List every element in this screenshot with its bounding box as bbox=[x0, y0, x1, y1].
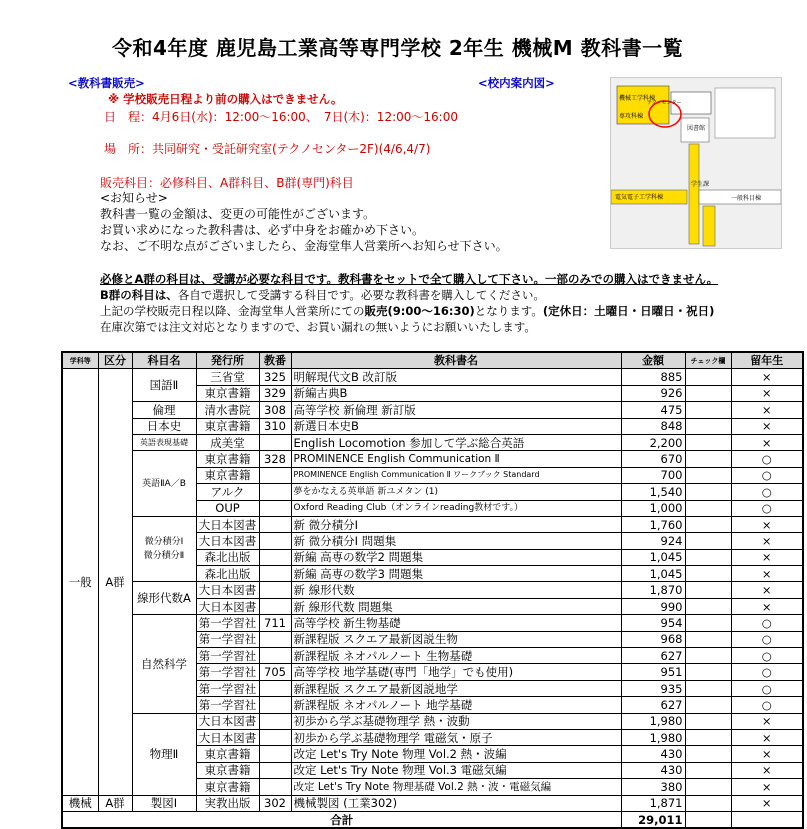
num-cell: 705 bbox=[259, 664, 291, 680]
book-cell: 新選日本史B bbox=[291, 418, 621, 434]
total-label: 合計 bbox=[62, 811, 621, 828]
group-cell: A群 bbox=[98, 795, 132, 811]
price-cell: 1,045 bbox=[621, 549, 685, 565]
book-cell: 夢をかなえる英単語 新ユメタン (1) bbox=[291, 484, 621, 500]
num-cell bbox=[259, 549, 291, 565]
map-heading: <校内案内図> bbox=[478, 76, 555, 90]
table-row bbox=[62, 713, 803, 729]
header-repeat: 留年生 bbox=[731, 352, 803, 369]
header-group: 区分 bbox=[98, 352, 132, 369]
sale-subjects: 販売科目：必修科目、A群科目、B群(専門)科目 bbox=[100, 176, 354, 190]
place-value: 共同研究・受託研究室(テクノセンター2F)(4/6,4/7) bbox=[152, 142, 431, 156]
subject-eigo: 英語ⅡA／B bbox=[132, 451, 196, 517]
dept-cell: 一般 bbox=[62, 369, 98, 795]
map-label-senko: 専攻科棟 bbox=[619, 113, 644, 120]
repeat-cell: × bbox=[731, 533, 803, 549]
num-cell bbox=[259, 746, 291, 762]
book-cell: English Locomotion 参加して学ぶ総合英語 bbox=[291, 434, 621, 450]
table-row bbox=[62, 516, 803, 532]
info-line-2: お買い求めになった教科書は、必ず中身をお確かめ下さい。 bbox=[100, 223, 425, 237]
check-cell[interactable] bbox=[685, 451, 731, 467]
book-cell: 新 微分積分Ⅰ bbox=[291, 516, 621, 532]
map-label-library: 図書館 bbox=[687, 125, 706, 132]
book-cell: PROMINENCE English Communication Ⅱ bbox=[291, 451, 621, 467]
table-row bbox=[62, 418, 803, 434]
textbook-table bbox=[61, 351, 804, 829]
price-cell: 1,045 bbox=[621, 566, 685, 582]
book-cell: 明解現代文B 改訂版 bbox=[291, 369, 621, 385]
table-row bbox=[62, 451, 803, 467]
price-cell: 2,200 bbox=[621, 434, 685, 450]
info-line-3: なお、ご不明な点がございましたら、金海堂隼人営業所へお知らせ下さい。 bbox=[100, 239, 508, 253]
num-cell: 328 bbox=[259, 451, 291, 467]
repeat-cell: × bbox=[731, 434, 803, 450]
num-cell bbox=[259, 434, 291, 450]
header-num: 教番 bbox=[259, 352, 291, 369]
table-row bbox=[62, 402, 803, 418]
num-cell bbox=[259, 648, 291, 664]
check-cell[interactable] bbox=[685, 385, 731, 401]
price-cell: 1,870 bbox=[621, 582, 685, 598]
check-cell[interactable] bbox=[685, 484, 731, 500]
check-cell[interactable] bbox=[685, 566, 731, 582]
check-cell[interactable] bbox=[685, 779, 731, 795]
book-cell: 新課程版 ネオパルノート 地学基礎 bbox=[291, 697, 621, 713]
num-cell bbox=[259, 516, 291, 532]
price-cell: 848 bbox=[621, 418, 685, 434]
num-cell bbox=[259, 713, 291, 729]
subject-eigo-hyogen: 英語表現基礎 bbox=[132, 434, 196, 450]
map-label-kikai: 機械工学科棟 bbox=[619, 95, 656, 102]
subject-butsuri: 物理Ⅱ bbox=[132, 713, 196, 795]
num-cell bbox=[259, 631, 291, 647]
notes-line-1: 必修とA群の科目は、受講が必要な科目です。教科書をセットで全て購入して下さい。一部のみでの購入はできません。 bbox=[100, 272, 719, 286]
notes-line-3-a: 上記の学校販売日程以降、金海堂隼人営業所にての bbox=[100, 304, 365, 318]
num-cell bbox=[259, 467, 291, 483]
subject-senkei: 線形代数A bbox=[132, 582, 196, 615]
publisher-cell: 東京書籍 bbox=[196, 746, 259, 762]
publisher-cell: 第一学習社 bbox=[196, 631, 259, 647]
publisher-cell: 東京書籍 bbox=[196, 451, 259, 467]
notes-line-3 bbox=[100, 303, 714, 319]
place-label: 場 所： bbox=[104, 142, 153, 156]
notes-line-3-c: となります。 bbox=[474, 304, 543, 318]
publisher-cell: 第一学習社 bbox=[196, 697, 259, 713]
table-row bbox=[62, 615, 803, 631]
map-label-gakusei: 学生課 bbox=[691, 181, 710, 188]
check-cell[interactable] bbox=[685, 369, 731, 385]
price-cell: 951 bbox=[621, 664, 685, 680]
notes-line-3-d: (定休日：土曜日・日曜日・祝日) bbox=[542, 304, 715, 318]
price-cell: 627 bbox=[621, 648, 685, 664]
header-dept: 学科等 bbox=[62, 352, 98, 369]
publisher-cell: 第一学習社 bbox=[196, 615, 259, 631]
repeat-cell: × bbox=[731, 779, 803, 795]
table-row bbox=[62, 434, 803, 450]
book-cell: 初歩から学ぶ基礎物理学 電磁気・原子 bbox=[291, 729, 621, 745]
price-cell: 954 bbox=[621, 615, 685, 631]
num-cell: 302 bbox=[259, 795, 291, 811]
publisher-cell: 第一学習社 bbox=[196, 680, 259, 696]
repeat-cell: × bbox=[731, 582, 803, 598]
book-cell: 新課程版 スクエア最新図説生物 bbox=[291, 631, 621, 647]
campus-map bbox=[610, 77, 782, 249]
check-cell[interactable] bbox=[685, 402, 731, 418]
table-row bbox=[62, 795, 803, 811]
book-cell: 機械製図 (工業302) bbox=[291, 795, 621, 811]
num-cell bbox=[259, 500, 291, 516]
book-cell: 新課程版 ネオパルノート 生物基礎 bbox=[291, 648, 621, 664]
num-cell: 325 bbox=[259, 369, 291, 385]
date-label: 日 程： bbox=[104, 110, 153, 124]
check-cell[interactable] bbox=[685, 434, 731, 450]
subject-nihonshi: 日本史 bbox=[132, 418, 196, 434]
num-cell bbox=[259, 533, 291, 549]
book-cell: 新 微分積分Ⅰ 問題集 bbox=[291, 533, 621, 549]
num-cell bbox=[259, 582, 291, 598]
repeat-cell: ○ bbox=[731, 615, 803, 631]
book-cell: 改定 Let's Try Note 物理 Vol.2 熱・波編 bbox=[291, 746, 621, 762]
check-cell[interactable] bbox=[685, 697, 731, 713]
price-cell: 1,760 bbox=[621, 516, 685, 532]
book-cell: PROMINENCE English Communication Ⅱ ワークブック Standard bbox=[291, 467, 621, 483]
num-cell bbox=[259, 598, 291, 614]
price-cell: 935 bbox=[621, 680, 685, 696]
subject-seizu: 製図Ⅰ bbox=[132, 795, 196, 811]
table-row bbox=[62, 582, 803, 598]
price-cell: 380 bbox=[621, 779, 685, 795]
repeat-cell: × bbox=[731, 795, 803, 811]
repeat-cell: ○ bbox=[731, 664, 803, 680]
repeat-cell: × bbox=[731, 369, 803, 385]
subject-shizen: 自然科学 bbox=[132, 615, 196, 713]
book-cell: 新編古典B bbox=[291, 385, 621, 401]
repeat-cell: × bbox=[731, 402, 803, 418]
price-cell: 885 bbox=[621, 369, 685, 385]
header-book: 教科書名 bbox=[291, 352, 621, 369]
price-cell: 700 bbox=[621, 467, 685, 483]
sale-place bbox=[104, 140, 430, 157]
page-title: 令和4年度 鹿児島工業高等専門学校 2年生 機械M 教科書一覧 bbox=[112, 36, 684, 60]
total-value: 29,011 bbox=[621, 811, 685, 828]
repeat-cell: × bbox=[731, 385, 803, 401]
notes-line-2 bbox=[100, 287, 545, 303]
check-cell[interactable] bbox=[685, 582, 731, 598]
publisher-cell: 大日本図書 bbox=[196, 729, 259, 745]
publisher-cell: 森北出版 bbox=[196, 549, 259, 565]
check-cell[interactable] bbox=[685, 615, 731, 631]
book-cell: 新課程版 スクエア最新図説地学 bbox=[291, 680, 621, 696]
table-header-row bbox=[62, 352, 803, 369]
num-cell: 310 bbox=[259, 418, 291, 434]
num-cell bbox=[259, 729, 291, 745]
check-cell[interactable] bbox=[685, 795, 731, 811]
notes-line-4: 在庫次第では注文対応となりますので、お買い漏れの無いようにお願いいたします。 bbox=[100, 320, 536, 334]
num-cell bbox=[259, 680, 291, 696]
subject-kokugo: 国語Ⅱ bbox=[132, 369, 196, 402]
publisher-cell: 成美堂 bbox=[196, 434, 259, 450]
notes-line-2-bold: B群の科目は、 bbox=[100, 288, 178, 302]
check-cell[interactable] bbox=[685, 664, 731, 680]
book-cell: 初歩から学ぶ基礎物理学 熱・波動 bbox=[291, 713, 621, 729]
repeat-cell: ○ bbox=[731, 631, 803, 647]
header-publisher: 発行所 bbox=[196, 352, 259, 369]
num-cell bbox=[259, 762, 291, 778]
check-cell[interactable] bbox=[685, 713, 731, 729]
book-cell: 新編 高専の数学3 問題集 bbox=[291, 566, 621, 582]
check-cell[interactable] bbox=[685, 418, 731, 434]
check-cell[interactable] bbox=[685, 533, 731, 549]
price-cell: 924 bbox=[621, 533, 685, 549]
subject-bibun-1: 微分積分Ⅰ bbox=[144, 537, 184, 548]
check-cell[interactable] bbox=[685, 516, 731, 532]
publisher-cell: OUP bbox=[196, 500, 259, 516]
publisher-cell: 実教出版 bbox=[196, 795, 259, 811]
publisher-cell: 森北出版 bbox=[196, 566, 259, 582]
check-cell[interactable] bbox=[685, 598, 731, 614]
price-cell: 670 bbox=[621, 451, 685, 467]
book-cell: 高等学校 新生物基礎 bbox=[291, 615, 621, 631]
price-cell: 968 bbox=[621, 631, 685, 647]
publisher-cell: 東京書籍 bbox=[196, 779, 259, 795]
num-cell: 329 bbox=[259, 385, 291, 401]
repeat-cell: ○ bbox=[731, 648, 803, 664]
publisher-cell: 第一学習社 bbox=[196, 664, 259, 680]
header-price: 金額 bbox=[621, 352, 685, 369]
price-cell: 1,980 bbox=[621, 713, 685, 729]
repeat-cell: ○ bbox=[731, 697, 803, 713]
check-cell[interactable] bbox=[685, 680, 731, 696]
table-row bbox=[62, 369, 803, 385]
price-cell: 430 bbox=[621, 762, 685, 778]
book-cell: Oxford Reading Club（オンラインreading教材です。） bbox=[291, 500, 621, 516]
info-line-1: 教科書一覧の金額は、変更の可能性がございます。 bbox=[100, 207, 376, 221]
publisher-cell: アルク bbox=[196, 484, 259, 500]
repeat-cell: × bbox=[731, 746, 803, 762]
price-cell: 627 bbox=[621, 697, 685, 713]
sale-notice: ※ 学校販売日程より前の購入はできません。 bbox=[108, 92, 343, 106]
check-cell[interactable] bbox=[685, 746, 731, 762]
sale-date bbox=[104, 108, 458, 125]
check-cell[interactable] bbox=[685, 631, 731, 647]
map-label-ippan: 一般科目棟 bbox=[731, 195, 762, 202]
subject-rinri: 倫理 bbox=[132, 402, 196, 418]
price-cell: 1,871 bbox=[621, 795, 685, 811]
repeat-cell: ○ bbox=[731, 451, 803, 467]
num-cell: 711 bbox=[259, 615, 291, 631]
price-cell: 1,000 bbox=[621, 500, 685, 516]
publisher-cell: 大日本図書 bbox=[196, 598, 259, 614]
publisher-cell: 三省堂 bbox=[196, 369, 259, 385]
repeat-cell: × bbox=[731, 516, 803, 532]
notes-line-3-b: 販売(9:00～16:30) bbox=[364, 304, 475, 318]
notes-line-2-rest: 各自で選択して受講する科目です。必要な教科書を購入してください。 bbox=[177, 288, 545, 302]
map-label-denki: 電気電子工学科棟 bbox=[615, 194, 664, 201]
repeat-cell: × bbox=[731, 713, 803, 729]
publisher-cell: 第一学習社 bbox=[196, 648, 259, 664]
repeat-cell: ○ bbox=[731, 467, 803, 483]
book-cell: 新 線形代数 bbox=[291, 582, 621, 598]
book-cell: 高等学校 新倫理 新訂版 bbox=[291, 402, 621, 418]
book-cell: 新 線形代数 問題集 bbox=[291, 598, 621, 614]
book-cell: 新編 高専の数学2 問題集 bbox=[291, 549, 621, 565]
book-cell: 改定 Let's Try Note 物理基礎 Vol.2 熱・波・電磁気編 bbox=[291, 779, 621, 795]
price-cell: 475 bbox=[621, 402, 685, 418]
check-cell[interactable] bbox=[685, 467, 731, 483]
book-cell: 高等学校 地学基礎(専門「地学」でも使用) bbox=[291, 664, 621, 680]
repeat-cell: × bbox=[731, 549, 803, 565]
repeat-cell: ○ bbox=[731, 680, 803, 696]
repeat-cell: × bbox=[731, 566, 803, 582]
header-check: チェック欄 bbox=[685, 352, 731, 369]
publisher-cell: 大日本図書 bbox=[196, 582, 259, 598]
publisher-cell: 東京書籍 bbox=[196, 385, 259, 401]
repeat-cell: × bbox=[731, 418, 803, 434]
check-cell[interactable] bbox=[685, 648, 731, 664]
dept-cell: 機械 bbox=[62, 795, 98, 811]
publisher-cell: 東京書籍 bbox=[196, 467, 259, 483]
repeat-cell: ○ bbox=[731, 500, 803, 516]
check-cell[interactable] bbox=[685, 729, 731, 745]
price-cell: 990 bbox=[621, 598, 685, 614]
publisher-cell: 東京書籍 bbox=[196, 418, 259, 434]
book-cell: 改定 Let's Try Note 物理 Vol.3 電磁気編 bbox=[291, 762, 621, 778]
price-cell: 1,980 bbox=[621, 729, 685, 745]
repeat-cell: × bbox=[731, 598, 803, 614]
sale-heading: <教科書販売> bbox=[68, 76, 145, 90]
subject-bibun bbox=[132, 516, 196, 582]
check-cell[interactable] bbox=[685, 762, 731, 778]
num-cell bbox=[259, 566, 291, 582]
num-cell bbox=[259, 779, 291, 795]
publisher-cell: 東京書籍 bbox=[196, 762, 259, 778]
price-cell: 926 bbox=[621, 385, 685, 401]
price-cell: 430 bbox=[621, 746, 685, 762]
num-cell: 308 bbox=[259, 402, 291, 418]
date-value: 4月6日(水)：12:00～16:00、 7日(木)：12:00～16:00 bbox=[152, 110, 458, 124]
publisher-cell: 大日本図書 bbox=[196, 516, 259, 532]
map-label-techno: テクノセンター bbox=[647, 100, 682, 106]
publisher-cell: 大日本図書 bbox=[196, 713, 259, 729]
num-cell bbox=[259, 484, 291, 500]
num-cell bbox=[259, 697, 291, 713]
repeat-cell: × bbox=[731, 729, 803, 745]
publisher-cell: 大日本図書 bbox=[196, 533, 259, 549]
repeat-cell: ○ bbox=[731, 484, 803, 500]
publisher-cell: 清水書院 bbox=[196, 402, 259, 418]
subject-bibun-2: 微分積分Ⅱ bbox=[143, 551, 185, 562]
repeat-cell: × bbox=[731, 762, 803, 778]
check-cell[interactable] bbox=[685, 500, 731, 516]
group-cell: A群 bbox=[98, 369, 132, 795]
price-cell: 1,540 bbox=[621, 484, 685, 500]
info-heading: <お知らせ> bbox=[100, 191, 168, 205]
header-subject: 科目名 bbox=[132, 352, 196, 369]
check-cell[interactable] bbox=[685, 549, 731, 565]
